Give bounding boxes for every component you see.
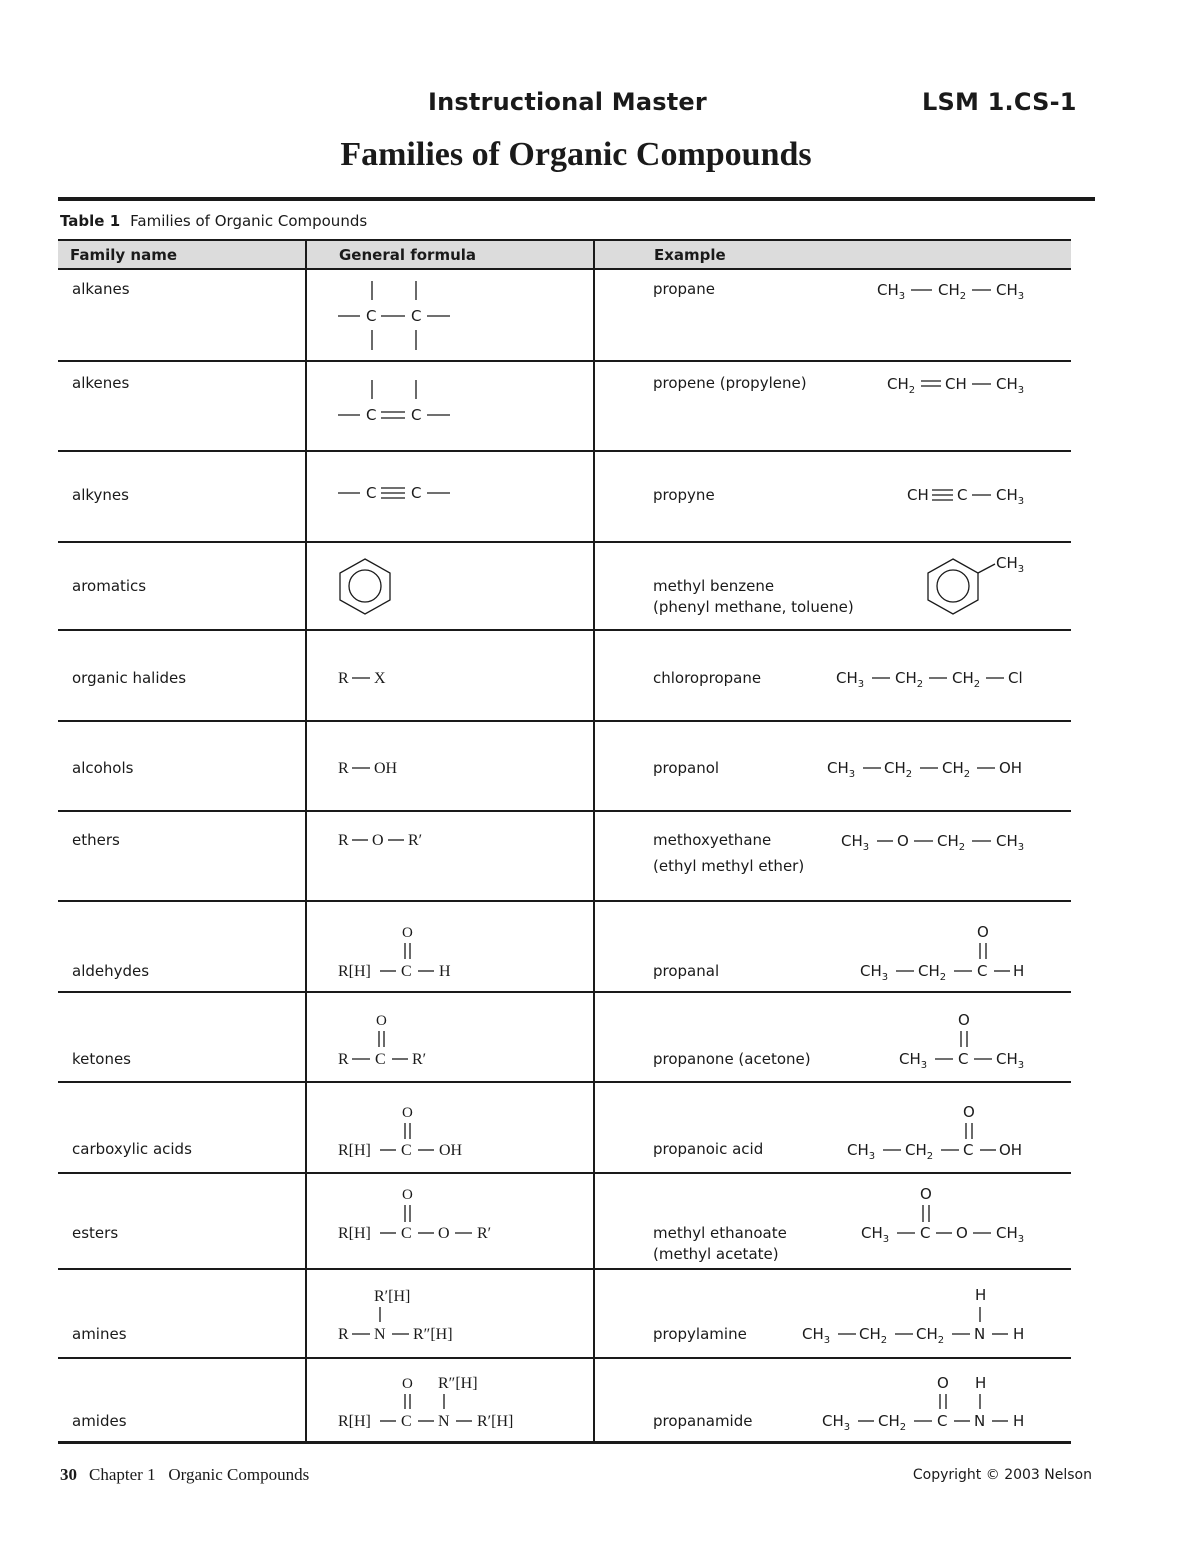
svg-text:C: C <box>963 1141 974 1159</box>
alkene-general-formula <box>338 380 450 424</box>
svg-text:CH2: $CH_2$ <box>942 759 971 780</box>
svg-text:O: O <box>897 832 909 850</box>
svg-text:H: H <box>975 1286 987 1304</box>
svg-text:O: O <box>402 1105 413 1121</box>
svg-text:O: O <box>376 1013 387 1029</box>
carboxylic-acid-general-formula <box>338 1105 463 1159</box>
example-alt-name: (methyl acetate) <box>653 1245 779 1263</box>
svg-text:CH2: $CH_2$ <box>938 281 967 302</box>
svg-text:R: R <box>338 670 349 687</box>
svg-text:CH3: $CH_3$ <box>996 1224 1025 1245</box>
svg-text:R[H]: R[H] <box>338 1142 371 1159</box>
svg-text:C: C <box>366 307 377 325</box>
family-name: organic halides <box>72 669 187 687</box>
svg-text:OH: OH <box>439 1142 463 1159</box>
svg-text:R: R <box>338 1051 349 1068</box>
example-name: chloropropane <box>653 669 762 687</box>
svg-text:CH2: $CH_2$ <box>878 1412 907 1433</box>
svg-text:H: H <box>1013 1412 1025 1430</box>
family-name: alkenes <box>72 374 130 392</box>
example-name: propanone (acetone) <box>653 1050 811 1068</box>
svg-text:R′: R′ <box>408 832 423 849</box>
svg-text:OH: OH <box>999 759 1023 777</box>
example-alt-name: (ethyl methyl ether) <box>653 857 805 875</box>
halide-general-formula <box>338 670 386 687</box>
benzene-ring-icon <box>340 559 390 614</box>
family-name: aldehydes <box>72 962 150 980</box>
svg-text:O: O <box>438 1225 450 1242</box>
svg-text:CH3: $CH_3$ <box>841 832 870 853</box>
svg-text:C: C <box>366 406 377 424</box>
svg-text:C: C <box>411 484 422 502</box>
table-caption-label: Table 1 <box>60 212 121 230</box>
svg-text:C: C <box>401 1142 412 1159</box>
svg-text:CH3: $CH_3$ <box>836 669 865 690</box>
propyne-formula <box>907 486 1024 507</box>
column-header-family: Family name <box>70 246 178 264</box>
amide-general-formula <box>338 1375 513 1430</box>
svg-text:R′[H]: R′[H] <box>477 1413 514 1430</box>
family-name: alcohols <box>72 759 134 777</box>
svg-text:O: O <box>977 923 989 941</box>
example-name: propanol <box>653 759 720 777</box>
svg-text:CH: CH <box>945 375 967 393</box>
propene-formula <box>887 375 1024 396</box>
svg-text:C: C <box>401 1225 412 1242</box>
svg-text:CH2: $CH_2$ <box>859 1325 888 1346</box>
svg-text:R: R <box>338 832 349 849</box>
svg-text:OH: OH <box>374 760 398 777</box>
table-caption-text: Families of Organic Compounds <box>130 212 368 230</box>
svg-text:O: O <box>937 1374 949 1392</box>
ether-general-formula <box>338 832 422 849</box>
chloropropane-formula <box>836 669 1023 690</box>
svg-text:R″[H]: R″[H] <box>413 1326 453 1343</box>
amine-general-formula <box>338 1288 453 1343</box>
svg-text:CH3: $CH_3$ <box>899 1050 928 1071</box>
svg-text:X: X <box>374 670 386 687</box>
svg-text:CH2: $CH_2$ <box>905 1141 934 1162</box>
svg-text:CH2: $CH_2$ <box>937 832 966 853</box>
svg-text:CH3: $CH_3$ <box>860 962 889 983</box>
svg-text:CH3: $CH_3$ <box>996 554 1025 575</box>
column-header-formula: General formula <box>339 246 477 264</box>
svg-text:O: O <box>402 1376 413 1392</box>
page-number: 30 <box>60 1465 77 1484</box>
svg-text:C: C <box>977 962 988 980</box>
family-name: ethers <box>72 831 120 849</box>
example-name: propylamine <box>653 1325 747 1343</box>
ketone-general-formula <box>338 1013 426 1068</box>
example-name: propanoic acid <box>653 1140 764 1158</box>
example-name: propanamide <box>653 1412 753 1430</box>
svg-text:C: C <box>375 1051 386 1068</box>
svg-text:CH3: $CH_3$ <box>996 832 1025 853</box>
svg-text:N: N <box>374 1326 386 1343</box>
svg-text:CH3: $CH_3$ <box>847 1141 876 1162</box>
methoxyethane-formula <box>841 832 1024 853</box>
family-name: aromatics <box>72 577 147 595</box>
propanol-formula <box>827 759 1022 780</box>
svg-text:CH2: $CH_2$ <box>952 669 981 690</box>
family-name: carboxylic acids <box>72 1140 192 1158</box>
column-header-example: Example <box>654 246 726 264</box>
svg-text:CH3: $CH_3$ <box>802 1325 831 1346</box>
alkane-general-formula <box>338 281 450 350</box>
svg-text:CH3: $CH_3$ <box>827 759 856 780</box>
svg-text:O: O <box>402 1187 413 1203</box>
svg-text:CH3: $CH_3$ <box>996 486 1025 507</box>
svg-text:CH3: $CH_3$ <box>861 1224 890 1245</box>
example-name: methoxyethane <box>653 831 772 849</box>
svg-text:CH: CH <box>907 486 929 504</box>
svg-text:N: N <box>438 1413 450 1430</box>
svg-text:R[H]: R[H] <box>338 963 371 980</box>
svg-text:OH: OH <box>999 1141 1023 1159</box>
header-label: Instructional Master <box>428 88 707 116</box>
svg-text:R′: R′ <box>477 1225 492 1242</box>
example-alt-name: (phenyl methane, toluene) <box>653 598 854 616</box>
ester-general-formula <box>338 1187 491 1242</box>
svg-text:H: H <box>975 1374 987 1392</box>
svg-text:O: O <box>963 1103 975 1121</box>
propanoic-acid-formula <box>847 1103 1022 1162</box>
svg-text:O: O <box>956 1224 968 1242</box>
svg-text:Cl: Cl <box>1008 669 1023 687</box>
svg-text:R′[H]: R′[H] <box>374 1288 411 1305</box>
svg-text:O: O <box>958 1011 970 1029</box>
propane-formula <box>877 281 1024 302</box>
svg-text:CH3: $CH_3$ <box>996 1050 1025 1071</box>
family-name: amides <box>72 1412 127 1430</box>
example-name: propyne <box>653 486 715 504</box>
svg-text:R″[H]: R″[H] <box>438 1375 478 1392</box>
svg-text:CH3: $CH_3$ <box>996 281 1025 302</box>
svg-text:C: C <box>411 307 422 325</box>
alkyne-general-formula <box>338 484 450 502</box>
svg-text:CH3: $CH_3$ <box>996 375 1025 396</box>
example-name: methyl benzene <box>653 577 775 595</box>
svg-text:CH2: $CH_2$ <box>884 759 913 780</box>
svg-text:CH3: $CH_3$ <box>822 1412 851 1433</box>
svg-text:O: O <box>920 1185 932 1203</box>
svg-text:H: H <box>1013 1325 1025 1343</box>
example-name: propene (propylene) <box>653 374 807 392</box>
svg-text:C: C <box>401 1413 412 1430</box>
example-name: methyl ethanoate <box>653 1224 787 1242</box>
propylamine-formula <box>802 1286 1024 1346</box>
example-name: propane <box>653 280 715 298</box>
svg-text:R: R <box>338 760 349 777</box>
svg-text:C: C <box>401 963 412 980</box>
page-title: Families of Organic Compounds <box>340 136 812 173</box>
svg-text:R[H]: R[H] <box>338 1225 371 1242</box>
svg-text:H: H <box>1013 962 1025 980</box>
svg-text:N: N <box>974 1325 986 1343</box>
propanone-formula <box>899 1011 1024 1071</box>
svg-text:C: C <box>958 1050 969 1068</box>
svg-text:CH2: $CH_2$ <box>916 1325 945 1346</box>
svg-text:O: O <box>402 925 413 941</box>
family-name: ketones <box>72 1050 131 1068</box>
svg-text:C: C <box>957 486 968 504</box>
chapter-label: Chapter 1 Organic Compounds <box>89 1465 310 1484</box>
svg-text:CH2: $CH_2$ <box>918 962 947 983</box>
family-name: esters <box>72 1224 119 1242</box>
toluene-ring-icon <box>928 554 1024 614</box>
svg-text:C: C <box>920 1224 931 1242</box>
example-name: propanal <box>653 962 720 980</box>
header-code: LSM 1.CS-1 <box>922 88 1077 116</box>
svg-text:CH2: $CH_2$ <box>895 669 924 690</box>
family-name: amines <box>72 1325 127 1343</box>
page-footer-left <box>60 1465 309 1485</box>
svg-text:C: C <box>366 484 377 502</box>
family-name: alkynes <box>72 486 129 504</box>
family-name: alkanes <box>72 280 130 298</box>
svg-text:C: C <box>937 1412 948 1430</box>
svg-text:CH3: $CH_3$ <box>877 281 906 302</box>
aldehyde-general-formula <box>338 925 451 980</box>
svg-text:CH2: $CH_2$ <box>887 375 916 396</box>
propanal-formula <box>860 923 1024 983</box>
svg-text:N: N <box>974 1412 986 1430</box>
svg-text:H: H <box>439 963 451 980</box>
svg-text:R[H]: R[H] <box>338 1413 371 1430</box>
propanamide-formula <box>822 1374 1024 1433</box>
svg-text:C: C <box>411 406 422 424</box>
copyright: Copyright © 2003 Nelson <box>912 1467 1092 1483</box>
alcohol-general-formula <box>338 760 398 777</box>
svg-text:R′: R′ <box>412 1051 427 1068</box>
svg-text:R: R <box>338 1326 349 1343</box>
svg-text:O: O <box>372 832 384 849</box>
methyl-ethanoate-formula <box>861 1185 1024 1245</box>
